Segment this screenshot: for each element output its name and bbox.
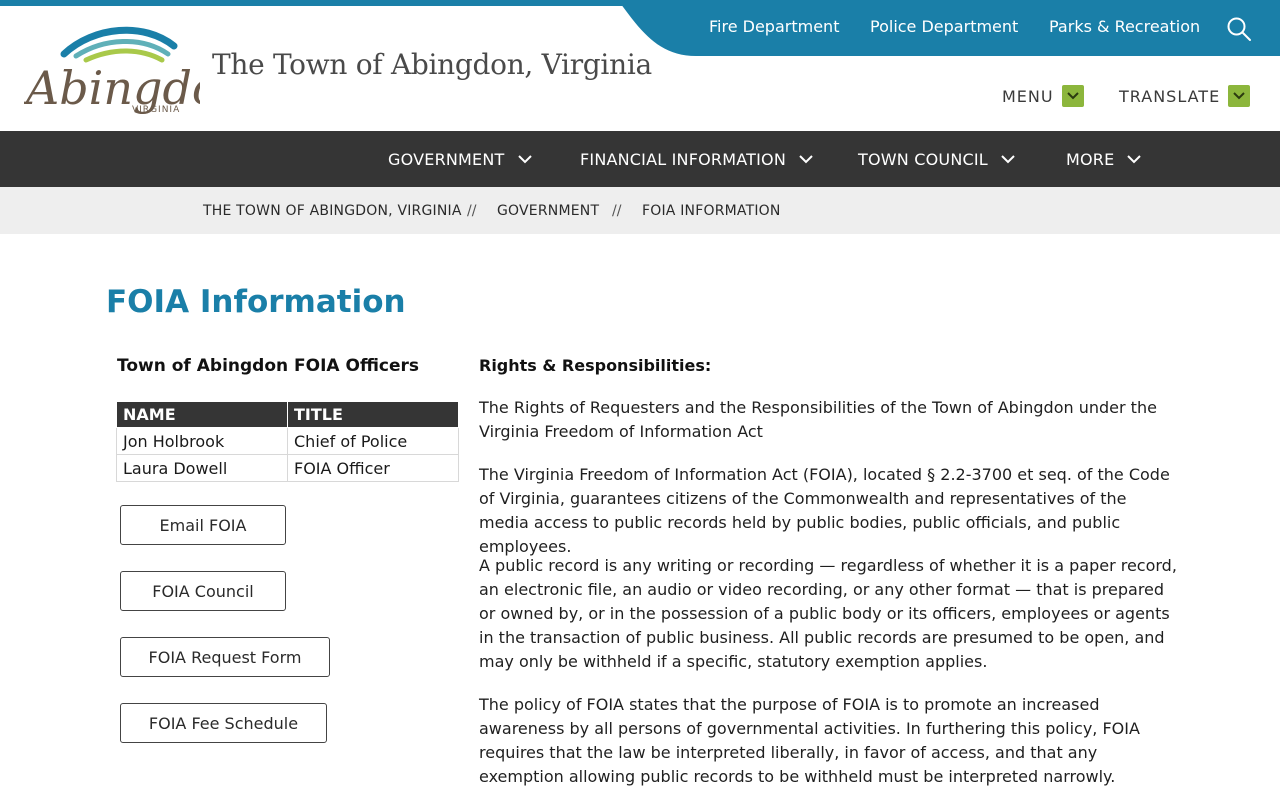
utility-link-parks-recreation[interactable]: Parks & Recreation	[1049, 17, 1201, 36]
svg-text:Abingdon: Abingd	[26, 61, 192, 115]
abingdon-logo	[24, 24, 200, 128]
site-title[interactable]: The Town of Abingdon, Virginia	[212, 48, 652, 81]
utility-link-police-department[interactable]: Police Department	[870, 17, 1019, 36]
officer-name: Laura Dowell	[117, 455, 288, 482]
breadcrumb-separator: //	[467, 203, 477, 219]
rights-paragraph: The policy of FOIA states that the purpose of FOIA is to promote an increased awareness by all persons of governmental activities. In furthering this policy, FOIA requires that the law be interpreted liberally, in favor of access, and that any exemption allowing public records to be withheld must be interpreted narrowly.	[479, 695, 1140, 786]
rights-paragraph: A public record is any writing or recording — regardless of whether it is a paper record, an electronic file, an audio or video recording, or any other format — that is prepared or owned by, or in the possession of a public body or its officers, employees or agents in the transaction of public business. All public records are presumed to be open, and may only be withheld if a specific, statutory exemption applies.	[479, 556, 1177, 671]
menu-toggle[interactable]	[1002, 84, 1084, 108]
officer-name: Jon Holbrook	[117, 428, 288, 455]
rights-heading: Rights & Responsibilities:	[479, 356, 712, 375]
officers-table	[116, 401, 459, 482]
nav-item-label: GOVERNMENT	[388, 149, 505, 169]
breadcrumb-link-home[interactable]: THE TOWN OF ABINGDON, VIRGINIA	[203, 203, 462, 219]
officer-title: FOIA Officer	[288, 455, 459, 482]
utility-bar	[618, 0, 1280, 56]
column-header-name: NAME	[117, 402, 288, 428]
chevron-down-icon	[1126, 154, 1142, 164]
rights-paragraph: The Rights of Requesters and the Responsibilities of the Town of Abingdon under the Virginia Freedom of Information Act	[479, 398, 1157, 441]
translate-label: TRANSLATE	[1119, 86, 1221, 106]
svg-text:VIRGINIA: VIRGINIA	[132, 105, 181, 115]
breadcrumb-link-government[interactable]: GOVERNMENT	[497, 203, 600, 219]
breadcrumb-current: FOIA INFORMATION	[642, 203, 781, 219]
main-navigation	[0, 131, 1280, 187]
search-icon[interactable]	[1226, 16, 1252, 42]
chevron-down-icon	[1228, 85, 1250, 107]
chevron-down-icon	[1062, 85, 1084, 107]
chevron-down-icon	[517, 154, 533, 164]
nav-item-more[interactable]	[1066, 131, 1142, 187]
translate-toggle[interactable]	[1119, 84, 1250, 108]
column-header-title: TITLE	[288, 402, 459, 428]
site-logo[interactable]	[24, 24, 200, 128]
table-row	[117, 428, 459, 455]
nav-item-label: TOWN COUNCIL	[858, 149, 988, 169]
menu-label: MENU	[1002, 86, 1054, 106]
breadcrumb	[0, 187, 1280, 234]
email-foia-button[interactable]: Email FOIA	[120, 505, 286, 545]
table-header-row	[117, 402, 459, 428]
utility-link-fire-department[interactable]: Fire Department	[709, 17, 840, 36]
officers-heading: Town of Abingdon FOIA Officers	[117, 356, 420, 376]
table-row	[117, 455, 459, 482]
nav-item-financial-information[interactable]	[580, 131, 814, 187]
nav-item-government[interactable]	[388, 131, 533, 187]
foia-council-button[interactable]: FOIA Council	[120, 571, 286, 611]
rights-paragraph: The Virginia Freedom of Information Act (FOIA), located § 2.2-3700 et seq. of the Code of Virginia, guarantees citizens of the Commonwealth and representatives of the media access to public records held by public bodies, public officials, and public employees.	[479, 465, 1170, 556]
foia-request-form-button[interactable]: FOIA Request Form	[120, 637, 330, 677]
chevron-down-icon	[798, 154, 814, 164]
chevron-down-icon	[1000, 154, 1016, 164]
page-title: FOIA Information	[106, 284, 406, 320]
breadcrumb-separator: //	[612, 203, 622, 219]
officer-title: Chief of Police	[288, 428, 459, 455]
nav-item-town-council[interactable]	[858, 131, 1016, 187]
nav-item-label: MORE	[1066, 149, 1115, 169]
foia-fee-schedule-button[interactable]: FOIA Fee Schedule	[120, 703, 327, 743]
nav-item-label: FINANCIAL INFORMATION	[580, 149, 787, 169]
